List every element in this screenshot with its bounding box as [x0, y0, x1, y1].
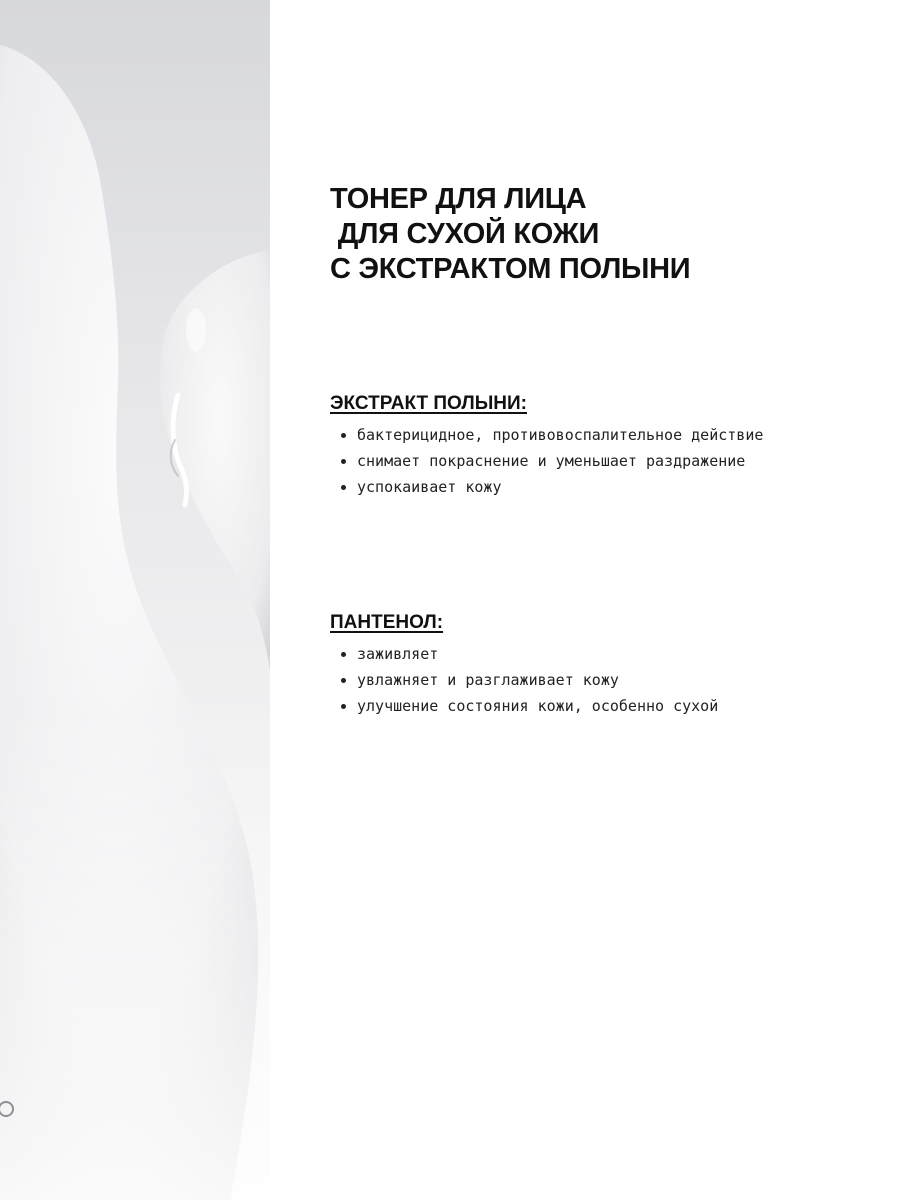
list-item: успокаивает кожу — [330, 474, 800, 500]
title-line-1: ТОНЕР ДЛЯ ЛИЦА — [330, 183, 587, 215]
list-item: бактерицидное, противовоспалительное действие — [330, 422, 800, 448]
section-heading: ЭКСТРАКТ ПОЛЫНИ: — [330, 393, 527, 414]
benefit-list — [330, 422, 800, 500]
title-line-3: С ЭКСТРАКТОМ ПОЛЫНИ — [330, 253, 691, 285]
benefit-list — [330, 641, 800, 719]
ingredient-section-wormwood — [330, 392, 800, 500]
product-description — [330, 0, 850, 1200]
list-item: снимает покраснение и уменьшает раздражение — [330, 448, 800, 474]
list-item: заживляет — [330, 641, 800, 667]
product-texture-photo — [0, 0, 270, 1200]
section-heading: ПАНТЕНОЛ: — [330, 612, 444, 633]
page-title — [330, 182, 690, 287]
list-item: увлажняет и разглаживает кожу — [330, 667, 800, 693]
ingredient-section-panthenol — [330, 611, 800, 719]
list-item: улучшение состояния кожи, особенно сухой — [330, 693, 800, 719]
title-line-2: ДЛЯ СУХОЙ КОЖИ — [330, 218, 600, 250]
bubble-icon — [0, 1102, 13, 1116]
gel-texture-illustration — [0, 0, 270, 1200]
